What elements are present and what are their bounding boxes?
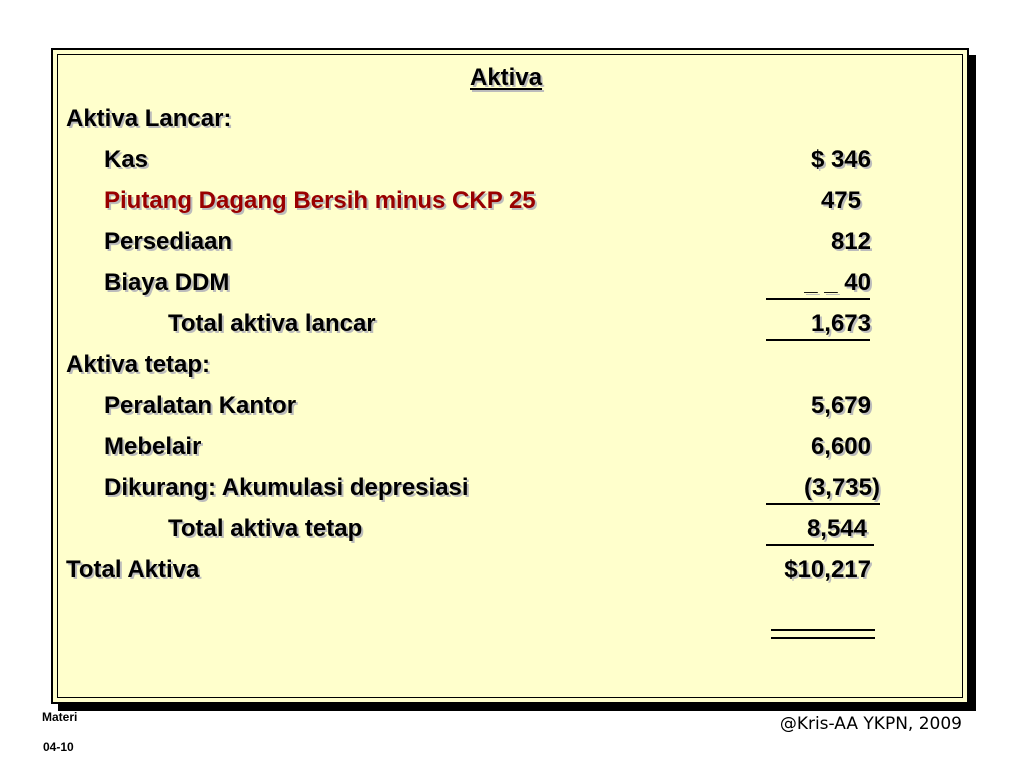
row-label-peralatan: Peralatan Kantor (104, 392, 297, 419)
subtotal-underline (766, 298, 870, 300)
depreciation-underline (766, 503, 880, 505)
row-value-biaya-ddm: _ _ 40 (804, 269, 871, 296)
total-fixed-underline (766, 544, 874, 546)
row-label-biaya-ddm: Biaya DDM (104, 269, 230, 296)
double-underline-top (771, 629, 875, 631)
total-current-underline (766, 339, 870, 341)
row-value-kas: $ 346 (810, 146, 871, 173)
row-value-mebelair: 6,600 (810, 433, 871, 460)
total-fixed-assets-value: 8,544 (806, 515, 867, 542)
total-current-assets-label: Total aktiva lancar (168, 310, 376, 337)
row-value-peralatan: 5,679 (810, 392, 871, 419)
current-assets-heading: Aktiva Lancar: (66, 105, 232, 132)
row-label-persediaan: Persediaan (104, 228, 233, 255)
total-current-assets-value: 1,673 (810, 310, 871, 337)
footer-page-number: 04-10 (43, 740, 74, 754)
row-label-kas: Kas (104, 146, 149, 173)
row-label-mebelair: Mebelair (104, 433, 202, 460)
row-value-akumulasi: (3,735) (803, 474, 880, 501)
fixed-assets-heading: Aktiva tetap: (66, 351, 211, 378)
total-fixed-assets-label: Total aktiva tetap (168, 515, 363, 542)
footer-materi: Materi (42, 710, 78, 724)
page-title: Aktiva (470, 64, 543, 91)
row-value-piutang: 475 (820, 187, 861, 214)
grand-total-label: Total Aktiva (66, 556, 200, 583)
row-label-akumulasi: Dikurang: Akumulasi depresiasi (104, 474, 469, 501)
grand-total-value: $10,217 (784, 556, 871, 583)
footer-credit: @Kris-AA YKPN, 2009 (779, 714, 962, 734)
row-value-persediaan: 812 (830, 228, 871, 255)
row-label-piutang: Piutang Dagang Bersih minus CKP 25 (104, 187, 536, 214)
double-underline-bottom (771, 637, 875, 639)
